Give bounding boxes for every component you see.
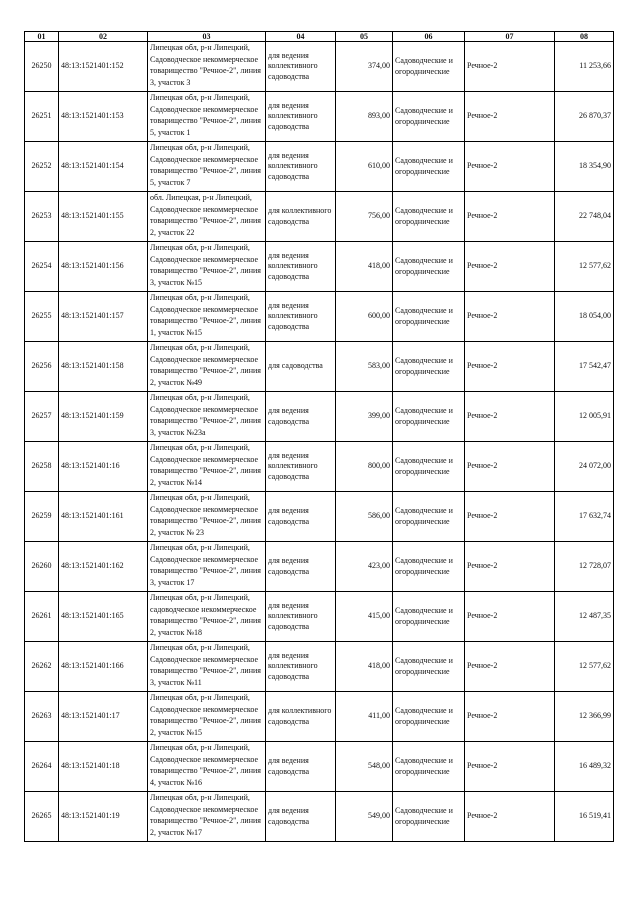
cell-cadastral-value: 12 005,91 xyxy=(555,392,614,442)
cell-location: Речное-2 xyxy=(465,192,555,242)
cell-land-category: Садоводческие и огороднические xyxy=(393,742,465,792)
col-header: 05 xyxy=(336,32,393,42)
cell-cadastral-number: 48:13:1521401:155 xyxy=(59,192,148,242)
cell-id: 26259 xyxy=(25,492,59,542)
cell-cadastral-number: 48:13:1521401:157 xyxy=(59,292,148,342)
col-header: 06 xyxy=(393,32,465,42)
cell-area: 610,00 xyxy=(336,142,393,192)
cell-land-category: Садоводческие и огороднические xyxy=(393,592,465,642)
table-row xyxy=(25,142,614,192)
cell-address xyxy=(148,142,266,192)
address-text: Липецкая обл, р-н Липецкий, Садоводческое некоммерческое товарищество "Речное-2", линия 1, участок №15 xyxy=(150,293,261,337)
address-text: Липецкая обл, р-н Липецкий, садоводческое некоммерческое товарищество "Речное-2", линия 2, участок №18 xyxy=(150,593,261,637)
address-text: Липецкая обл, р-н Липецкий, Садоводческое некоммерческое товарищество "Речное-2", линия 3, участок №23а xyxy=(150,393,261,437)
cell-land-category: Садоводческие и огороднические xyxy=(393,92,465,142)
cell-id: 26260 xyxy=(25,542,59,592)
cell-area: 411,00 xyxy=(336,692,393,742)
cell-land-category: Садоводческие и огороднические xyxy=(393,792,465,842)
cell-cadastral-number: 48:13:1521401:158 xyxy=(59,342,148,392)
cell-id: 26263 xyxy=(25,692,59,742)
cell-cadastral-number: 48:13:1521401:159 xyxy=(59,392,148,442)
cell-cadastral-value: 16 489,32 xyxy=(555,742,614,792)
table-row xyxy=(25,592,614,642)
table-row xyxy=(25,742,614,792)
cell-id: 26253 xyxy=(25,192,59,242)
cell-cadastral-value: 26 870,37 xyxy=(555,92,614,142)
cell-permitted-use: для ведения коллективного садоводства xyxy=(266,292,336,342)
cell-address xyxy=(148,542,266,592)
cell-land-category: Садоводческие и огороднические xyxy=(393,492,465,542)
address-text: Липецкая обл, р-н Липецкий, Садоводческое некоммерческое товарищество "Речное-2", линия 3, участок №11 xyxy=(150,643,261,687)
table-row xyxy=(25,642,614,692)
address-text: Липецкая обл, р-н Липецкий, Садоводческое некоммерческое товарищество "Речное-2", линия 2, участок № 23 xyxy=(150,493,261,537)
cell-permitted-use: для ведения коллективного садоводства xyxy=(266,442,336,492)
cell-location: Речное-2 xyxy=(465,792,555,842)
cell-cadastral-value: 12 577,62 xyxy=(555,642,614,692)
cell-land-category: Садоводческие и огороднические xyxy=(393,442,465,492)
cell-land-category: Садоводческие и огороднические xyxy=(393,242,465,292)
cell-location: Речное-2 xyxy=(465,592,555,642)
address-text: Липецкая обл, р-н Липецкий, Садоводческое некоммерческое товарищество "Речное-2", линия 2, участок №49 xyxy=(150,343,261,387)
cell-cadastral-number: 48:13:1521401:152 xyxy=(59,42,148,92)
address-text: Липецкая обл, р-н Липецкий, Садоводческое некоммерческое товарищество "Речное-2", линия 3, участок 3 xyxy=(150,43,261,87)
cell-location: Речное-2 xyxy=(465,692,555,742)
cell-area: 374,00 xyxy=(336,42,393,92)
cell-cadastral-number: 48:13:1521401:16 xyxy=(59,442,148,492)
cell-cadastral-value: 17 542,47 xyxy=(555,342,614,392)
address-text: Липецкая обл, р-н Липецкий, Садоводческое некоммерческое товарищество "Речное-2", линия 5, участок 1 xyxy=(150,93,261,137)
table-row xyxy=(25,92,614,142)
cell-address xyxy=(148,442,266,492)
cell-id: 26251 xyxy=(25,92,59,142)
cell-permitted-use: для ведения коллективного садоводства xyxy=(266,242,336,292)
cell-address xyxy=(148,192,266,242)
cell-land-category: Садоводческие и огороднические xyxy=(393,142,465,192)
cell-location: Речное-2 xyxy=(465,742,555,792)
table-row xyxy=(25,542,614,592)
cell-cadastral-number: 48:13:1521401:156 xyxy=(59,242,148,292)
cell-permitted-use: для коллективного садоводства xyxy=(266,692,336,742)
col-header: 01 xyxy=(25,32,59,42)
table-row xyxy=(25,342,614,392)
cell-cadastral-value: 17 632,74 xyxy=(555,492,614,542)
cell-location: Речное-2 xyxy=(465,542,555,592)
cell-cadastral-value: 12 366,99 xyxy=(555,692,614,742)
col-header: 03 xyxy=(148,32,266,42)
cell-permitted-use: для ведения коллективного садоводства xyxy=(266,642,336,692)
cell-cadastral-number: 48:13:1521401:165 xyxy=(59,592,148,642)
cell-cadastral-value: 12 487,35 xyxy=(555,592,614,642)
col-header: 04 xyxy=(266,32,336,42)
cell-cadastral-number: 48:13:1521401:162 xyxy=(59,542,148,592)
cell-id: 26250 xyxy=(25,42,59,92)
cell-location: Речное-2 xyxy=(465,342,555,392)
cell-permitted-use: для ведения садоводства xyxy=(266,742,336,792)
cell-area: 583,00 xyxy=(336,342,393,392)
cell-address xyxy=(148,292,266,342)
cell-land-category: Садоводческие и огороднические xyxy=(393,642,465,692)
cell-cadastral-value: 16 519,41 xyxy=(555,792,614,842)
cell-land-category: Садоводческие и огороднические xyxy=(393,292,465,342)
cell-address xyxy=(148,392,266,442)
cell-permitted-use: для ведения садоводства xyxy=(266,492,336,542)
cell-area: 415,00 xyxy=(336,592,393,642)
cell-cadastral-value: 11 253,66 xyxy=(555,42,614,92)
cell-area: 399,00 xyxy=(336,392,393,442)
table-row xyxy=(25,442,614,492)
cell-id: 26256 xyxy=(25,342,59,392)
cell-cadastral-value: 22 748,04 xyxy=(555,192,614,242)
address-text: Липецкая обл, р-н Липецкий, Садоводческое некоммерческое товарищество "Речное-2", линия 5, участок 7 xyxy=(150,143,261,187)
cell-cadastral-number: 48:13:1521401:18 xyxy=(59,742,148,792)
cell-permitted-use: для коллективного садоводства xyxy=(266,192,336,242)
cell-id: 26252 xyxy=(25,142,59,192)
cell-cadastral-number: 48:13:1521401:153 xyxy=(59,92,148,142)
cell-area: 418,00 xyxy=(336,242,393,292)
cell-address xyxy=(148,242,266,292)
cell-area: 423,00 xyxy=(336,542,393,592)
table-row xyxy=(25,192,614,242)
address-text: Липецкая обл, р-н Липецкий, Садоводческое некоммерческое товарищество "Речное-2", линия 3, участок №15 xyxy=(150,243,261,287)
cell-area: 548,00 xyxy=(336,742,393,792)
cell-address xyxy=(148,592,266,642)
cell-permitted-use: для ведения коллективного садоводства xyxy=(266,142,336,192)
address-text: обл. Липецкая, р-н Липецкий, Садоводческое некоммерческое товарищество "Речное-2", линия 2, участок 22 xyxy=(150,193,261,237)
cell-location: Речное-2 xyxy=(465,242,555,292)
cell-id: 26262 xyxy=(25,642,59,692)
cell-id: 26257 xyxy=(25,392,59,442)
cell-cadastral-number: 48:13:1521401:17 xyxy=(59,692,148,742)
cell-area: 756,00 xyxy=(336,192,393,242)
cell-cadastral-value: 24 072,00 xyxy=(555,442,614,492)
cell-cadastral-value: 18 354,90 xyxy=(555,142,614,192)
cell-location: Речное-2 xyxy=(465,142,555,192)
table-body xyxy=(25,42,614,842)
cell-location: Речное-2 xyxy=(465,642,555,692)
table-row xyxy=(25,392,614,442)
cell-area: 800,00 xyxy=(336,442,393,492)
cell-location: Речное-2 xyxy=(465,492,555,542)
cell-cadastral-number: 48:13:1521401:154 xyxy=(59,142,148,192)
cell-area: 549,00 xyxy=(336,792,393,842)
cell-land-category: Садоводческие и огороднические xyxy=(393,392,465,442)
cell-cadastral-value: 12 728,07 xyxy=(555,542,614,592)
cell-land-category: Садоводческие и огороднические xyxy=(393,342,465,392)
cell-location: Речное-2 xyxy=(465,42,555,92)
cell-address xyxy=(148,42,266,92)
col-header: 07 xyxy=(465,32,555,42)
table-row xyxy=(25,292,614,342)
cell-address xyxy=(148,492,266,542)
land-registry-table xyxy=(24,31,614,842)
table-row xyxy=(25,42,614,92)
cell-area: 418,00 xyxy=(336,642,393,692)
cell-address xyxy=(148,742,266,792)
cell-land-category: Садоводческие и огороднические xyxy=(393,542,465,592)
address-text: Липецкая обл, р-н Липецкий, Садоводческое некоммерческое товарищество "Речное-2", линия 2, участок №15 xyxy=(150,693,261,737)
cell-permitted-use: для ведения коллективного садоводства xyxy=(266,42,336,92)
table-row xyxy=(25,242,614,292)
cell-id: 26258 xyxy=(25,442,59,492)
cell-id: 26264 xyxy=(25,742,59,792)
table-row xyxy=(25,492,614,542)
cell-cadastral-value: 18 054,00 xyxy=(555,292,614,342)
cell-cadastral-number: 48:13:1521401:161 xyxy=(59,492,148,542)
cell-location: Речное-2 xyxy=(465,92,555,142)
address-text: Липецкая обл, р-н Липецкий, Садоводческое некоммерческое товарищество "Речное-2", линия 2, участок №17 xyxy=(150,793,261,837)
cell-cadastral-number: 48:13:1521401:19 xyxy=(59,792,148,842)
cell-permitted-use: для ведения садоводства xyxy=(266,542,336,592)
cell-location: Речное-2 xyxy=(465,442,555,492)
cell-address xyxy=(148,342,266,392)
cell-id: 26261 xyxy=(25,592,59,642)
cell-location: Речное-2 xyxy=(465,392,555,442)
cell-address xyxy=(148,642,266,692)
table-row xyxy=(25,792,614,842)
cell-location: Речное-2 xyxy=(465,292,555,342)
cell-permitted-use: для ведения садоводства xyxy=(266,392,336,442)
cell-address xyxy=(148,792,266,842)
col-header: 08 xyxy=(555,32,614,42)
cell-address xyxy=(148,92,266,142)
cell-address xyxy=(148,692,266,742)
cell-land-category: Садоводческие и огороднические xyxy=(393,692,465,742)
cell-id: 26255 xyxy=(25,292,59,342)
cell-id: 26254 xyxy=(25,242,59,292)
address-text: Липецкая обл, р-н Липецкий, Садоводческое некоммерческое товарищество "Речное-2", линия 3, участок 17 xyxy=(150,543,261,587)
cell-area: 600,00 xyxy=(336,292,393,342)
cell-cadastral-number: 48:13:1521401:166 xyxy=(59,642,148,692)
address-text: Липецкая обл, р-н Липецкий, Садоводческое некоммерческое товарищество "Речное-2", линия 2, участок №14 xyxy=(150,443,261,487)
cell-id: 26265 xyxy=(25,792,59,842)
cell-permitted-use: для ведения садоводства xyxy=(266,792,336,842)
cell-cadastral-value: 12 577,62 xyxy=(555,242,614,292)
cell-permitted-use: для ведения коллективного садоводства xyxy=(266,592,336,642)
cell-permitted-use: для садоводства xyxy=(266,342,336,392)
cell-permitted-use: для ведения коллективного садоводства xyxy=(266,92,336,142)
table-row xyxy=(25,692,614,742)
header-row xyxy=(25,32,614,42)
cell-area: 893,00 xyxy=(336,92,393,142)
cell-area: 586,00 xyxy=(336,492,393,542)
col-header: 02 xyxy=(59,32,148,42)
address-text: Липецкая обл, р-н Липецкий, Садоводческое некоммерческое товарищество "Речное-2", линия 4, участок №16 xyxy=(150,743,261,787)
cell-land-category: Садоводческие и огороднические xyxy=(393,42,465,92)
cell-land-category: Садоводческие и огороднические xyxy=(393,192,465,242)
